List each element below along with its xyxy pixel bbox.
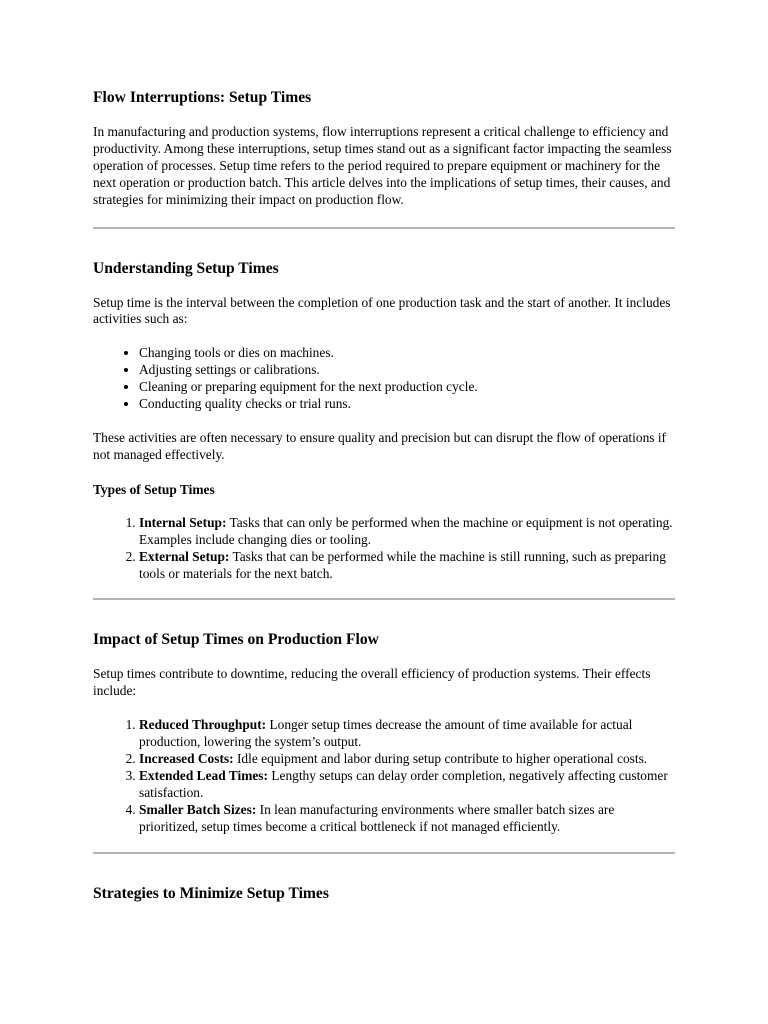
list-item (139, 515, 675, 549)
effects-list (93, 717, 675, 835)
understanding-paragraph: Setup time is the interval between the completion of one production task and the start of another. It includes activities such as: (93, 294, 671, 327)
types-list (93, 515, 675, 583)
list-item: • Conducting quality checks or trial runs. (139, 396, 675, 413)
list-item-text: Tasks that can only be performed when the machine or equipment is not operating. Examples include changing dies or tooling. (139, 514, 673, 547)
activities-closing-paragraph: These activities are often necessary to ensure quality and precision but can disrupt the flow of operations if not managed effectively. (93, 429, 667, 462)
list-item-term: External Setup: (139, 548, 230, 564)
list-item: • Cleaning or preparing equipment for the next production cycle. (139, 379, 675, 396)
list-item-term: Reduced Throughput: (139, 717, 267, 733)
section-divider (93, 852, 675, 854)
list-item-text: Tasks that can be performed while the machine is still running, such as preparing tools or materials for the next batch. (139, 548, 666, 581)
list-item (139, 549, 675, 583)
section-divider (93, 227, 675, 229)
section-heading-understanding: Understanding Setup Times (93, 259, 279, 277)
list-item-text: In lean manufacturing environments where smaller batch sizes are prioritized, setup times become a critical bottleneck if not managed efficiently. (139, 801, 615, 834)
section-heading-strategies: Strategies to Minimize Setup Times (93, 884, 329, 902)
subheading-types: Types of Setup Times (93, 481, 215, 497)
intro-paragraph: In manufacturing and production systems, flow interruptions represent a critical challenge to efficiency and productivity. Among these interruptions, setup times stand out as a significant factor impacting the seamless operation of processes. Setup time refers to the period required to prepare equipment or machinery for the next operation or production batch. This article delves into the implications of setup times, their causes, and strategies for minimizing their impact on production flow. (93, 124, 672, 207)
list-item: • Changing tools or dies on machines. (139, 345, 675, 362)
activities-list (93, 345, 675, 413)
list-item (139, 802, 675, 836)
page-title: Flow Interruptions: Setup Times (93, 89, 312, 106)
section-divider (93, 598, 675, 600)
impact-paragraph: Setup times contribute to downtime, reducing the overall efficiency of production systems. Their effects include: (93, 666, 651, 699)
list-item (139, 751, 675, 768)
list-item-text: Lengthy setups can delay order completion, negatively affecting customer satisfaction. (139, 767, 668, 800)
list-item (139, 768, 675, 802)
list-item-text: Longer setup times decrease the amount of time available for actual production, lowering the system’s output. (139, 717, 633, 750)
list-item-term: Increased Costs: (139, 751, 234, 767)
list-item: • Adjusting settings or calibrations. (139, 362, 675, 379)
list-item-term: Extended Lead Times: (139, 767, 268, 783)
section-heading-impact: Impact of Setup Times on Production Flow (93, 631, 379, 649)
list-item-term: Smaller Batch Sizes: (139, 801, 257, 817)
list-item (139, 717, 675, 751)
list-item-term: Internal Setup: (139, 514, 227, 530)
list-item-text: Idle equipment and labor during setup contribute to higher operational costs. (233, 751, 648, 767)
